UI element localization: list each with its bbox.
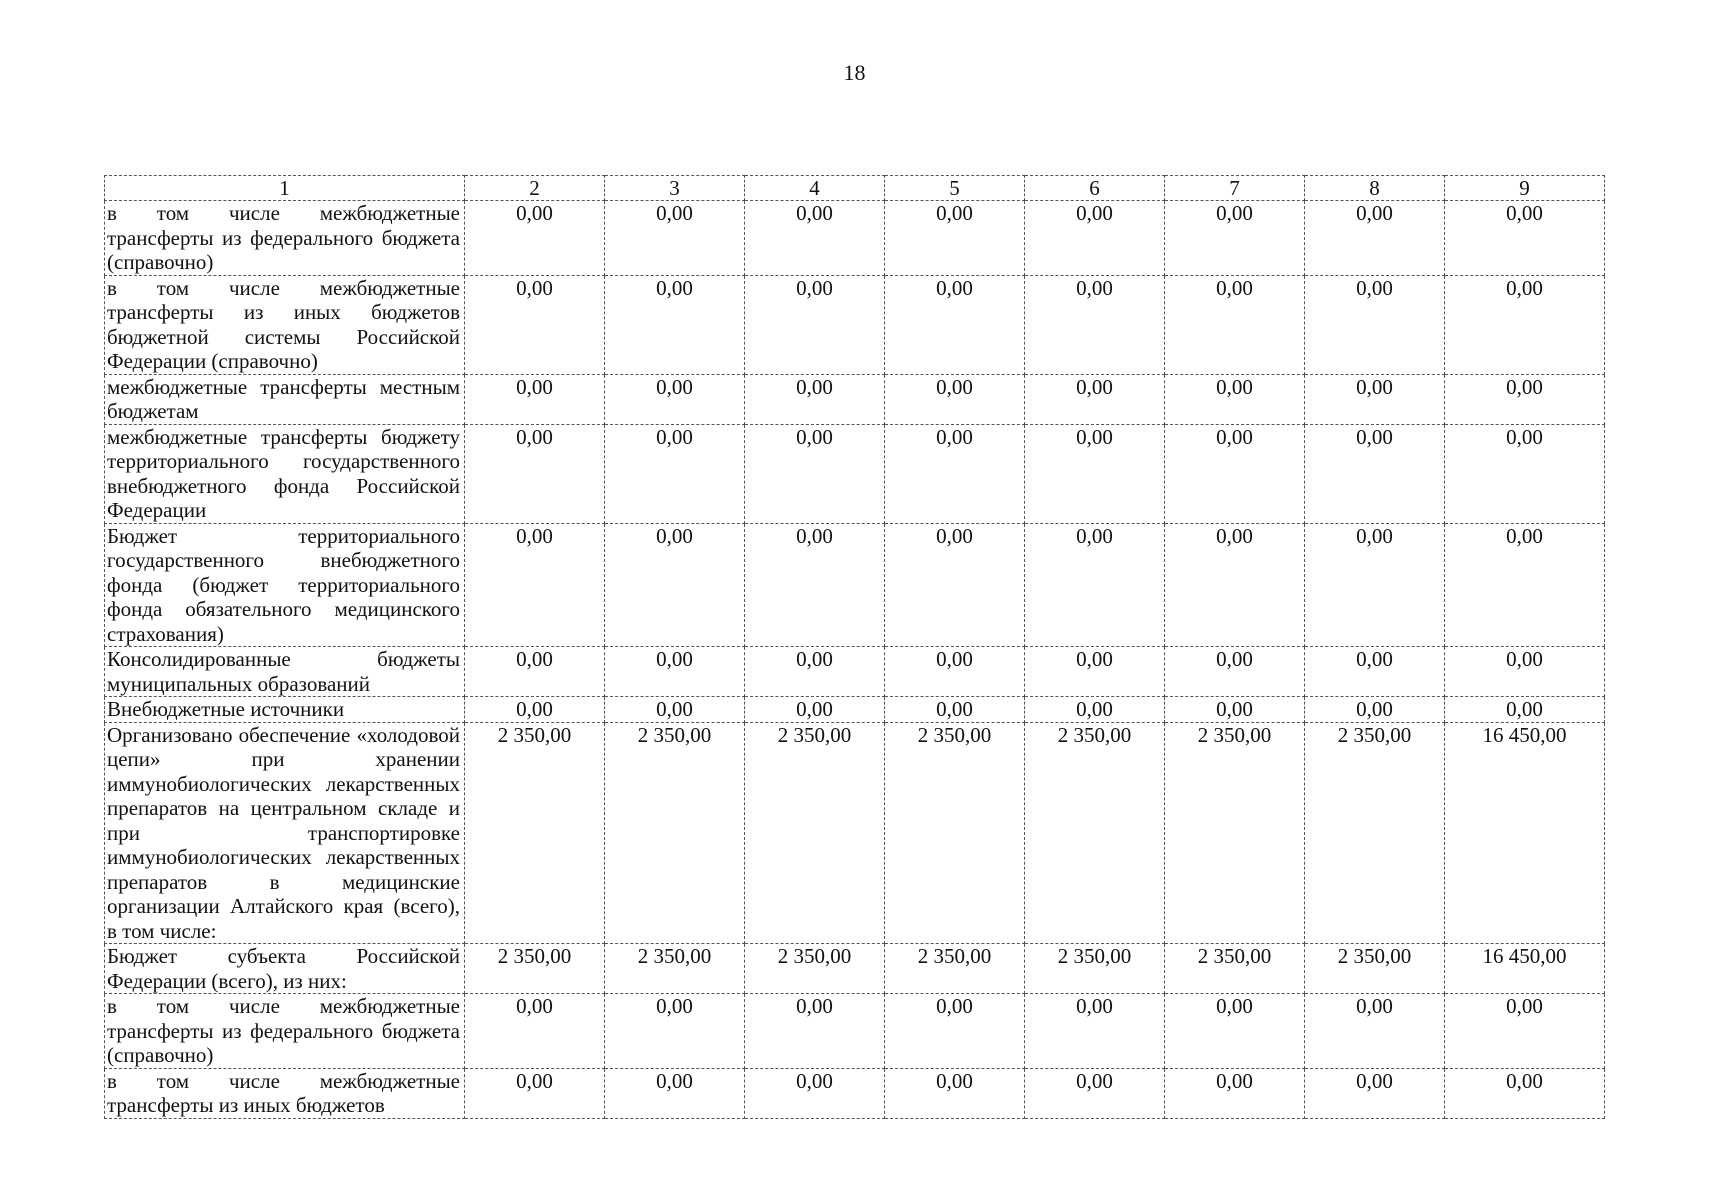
table-row [105,424,1605,523]
row-label: Консолидированные бюджеты муниципальных образований [105,647,465,697]
row-label: в том числе межбюджетные трансферты из федерального бюджета (справочно) [105,201,465,276]
value-cell: 2 350,00 [745,944,885,994]
table-body [105,201,1605,1119]
table-header [105,176,1605,201]
value-cell: 0,00 [745,201,885,276]
value-cell: 0,00 [745,523,885,647]
value-cell: 0,00 [1305,275,1445,374]
column-header: 6 [1025,176,1165,201]
value-cell: 0,00 [1305,697,1445,723]
value-cell: 0,00 [605,697,745,723]
value-cell: 0,00 [1165,697,1305,723]
value-cell: 0,00 [1025,374,1165,424]
value-cell: 0,00 [1305,994,1445,1069]
column-header: 1 [105,176,465,201]
value-cell: 0,00 [465,994,605,1069]
table-row [105,374,1605,424]
row-label: Бюджет субъекта Российской Федерации (всего), из них: [105,944,465,994]
budget-table [104,175,1605,1119]
value-cell: 0,00 [1025,523,1165,647]
value-cell: 0,00 [605,1068,745,1118]
column-header: 8 [1305,176,1445,201]
value-cell: 0,00 [1165,994,1305,1069]
value-cell: 0,00 [1025,424,1165,523]
value-cell: 0,00 [1445,424,1605,523]
table-row [105,994,1605,1069]
page-number: 18 [843,60,866,85]
column-header: 3 [605,176,745,201]
value-cell: 0,00 [1305,201,1445,276]
table-row [105,201,1605,276]
value-cell: 0,00 [1445,697,1605,723]
value-cell: 0,00 [1445,275,1605,374]
value-cell: 0,00 [745,374,885,424]
value-cell: 0,00 [1305,647,1445,697]
value-cell: 0,00 [885,697,1025,723]
column-header: 4 [745,176,885,201]
value-cell: 2 350,00 [1305,944,1445,994]
column-header: 5 [885,176,1025,201]
row-label: межбюджетные трансферты бюджету территориального государственного внебюджетного фонда Российской Федерации [105,424,465,523]
table-row [105,697,1605,723]
value-cell: 0,00 [885,424,1025,523]
value-cell: 0,00 [1305,374,1445,424]
value-cell: 0,00 [1445,647,1605,697]
value-cell: 0,00 [605,374,745,424]
row-label: Внебюджетные источники [105,697,465,723]
row-label: Бюджет территориального государственного внебюджетного фонда (бюджет территориального фонда обязательного медицинского страхования) [105,523,465,647]
value-cell: 0,00 [1445,994,1605,1069]
table-row [105,275,1605,374]
value-cell: 0,00 [745,697,885,723]
table-row [105,722,1605,944]
value-cell: 0,00 [465,697,605,723]
value-cell: 0,00 [745,1068,885,1118]
value-cell: 2 350,00 [1165,722,1305,944]
value-cell: 0,00 [465,424,605,523]
value-cell: 0,00 [1165,201,1305,276]
value-cell: 0,00 [1025,697,1165,723]
value-cell: 0,00 [605,994,745,1069]
value-cell: 2 350,00 [885,722,1025,944]
table-row [105,1068,1605,1118]
column-header: 9 [1445,176,1605,201]
value-cell: 0,00 [605,275,745,374]
value-cell: 0,00 [605,523,745,647]
value-cell: 0,00 [465,1068,605,1118]
value-cell: 2 350,00 [465,944,605,994]
column-header: 7 [1165,176,1305,201]
row-label: в том числе межбюджетные трансферты из иных бюджетов [105,1068,465,1118]
value-cell: 0,00 [1445,523,1605,647]
value-cell: 0,00 [1445,201,1605,276]
value-cell: 2 350,00 [745,722,885,944]
value-cell: 0,00 [1445,374,1605,424]
table-row [105,944,1605,994]
value-cell: 0,00 [745,275,885,374]
value-cell: 0,00 [885,1068,1025,1118]
value-cell: 2 350,00 [885,944,1025,994]
value-cell: 0,00 [1165,1068,1305,1118]
value-cell: 0,00 [1165,275,1305,374]
table-row [105,647,1605,697]
value-cell: 2 350,00 [605,944,745,994]
row-label: межбюджетные трансферты местным бюджетам [105,374,465,424]
value-cell: 2 350,00 [605,722,745,944]
value-cell: 0,00 [605,424,745,523]
value-cell: 0,00 [605,647,745,697]
value-cell: 0,00 [1025,994,1165,1069]
value-cell: 2 350,00 [465,722,605,944]
header-row [105,176,1605,201]
value-cell: 0,00 [1165,647,1305,697]
value-cell: 0,00 [465,523,605,647]
value-cell: 0,00 [1165,523,1305,647]
value-cell: 0,00 [885,374,1025,424]
value-cell: 0,00 [465,201,605,276]
value-cell: 2 350,00 [1025,944,1165,994]
value-cell: 0,00 [1305,523,1445,647]
value-cell: 0,00 [605,201,745,276]
value-cell: 0,00 [885,523,1025,647]
value-cell: 2 350,00 [1165,944,1305,994]
value-cell: 0,00 [1025,647,1165,697]
value-cell: 0,00 [745,424,885,523]
value-cell: 0,00 [885,201,1025,276]
value-cell: 0,00 [885,994,1025,1069]
column-header: 2 [465,176,605,201]
value-cell: 0,00 [1165,424,1305,523]
value-cell: 0,00 [1025,275,1165,374]
value-cell: 0,00 [885,647,1025,697]
value-cell: 0,00 [465,275,605,374]
value-cell: 0,00 [1305,424,1445,523]
value-cell: 0,00 [1445,1068,1605,1118]
value-cell: 0,00 [465,374,605,424]
value-cell: 2 350,00 [1305,722,1445,944]
row-label: в том числе межбюджетные трансферты из иных бюджетов бюджетной системы Российской Федерации (справочно) [105,275,465,374]
value-cell: 16 450,00 [1445,722,1605,944]
value-cell: 0,00 [1165,374,1305,424]
table-row [105,523,1605,647]
value-cell: 2 350,00 [1025,722,1165,944]
value-cell: 16 450,00 [1445,944,1605,994]
value-cell: 0,00 [1025,1068,1165,1118]
row-label: Организовано обеспечение «холодовой цепи» при хранении иммунобиологических лекарственных препаратов на центральном складе и при транспортировке иммунобиологических лекарственных препаратов в медицинские организации Алтайского края (всего), в том числе: [105,722,465,944]
value-cell: 0,00 [465,647,605,697]
value-cell: 0,00 [745,994,885,1069]
row-label: в том числе межбюджетные трансферты из федерального бюджета (справочно) [105,994,465,1069]
value-cell: 0,00 [1025,201,1165,276]
value-cell: 0,00 [1305,1068,1445,1118]
value-cell: 0,00 [745,647,885,697]
value-cell: 0,00 [885,275,1025,374]
